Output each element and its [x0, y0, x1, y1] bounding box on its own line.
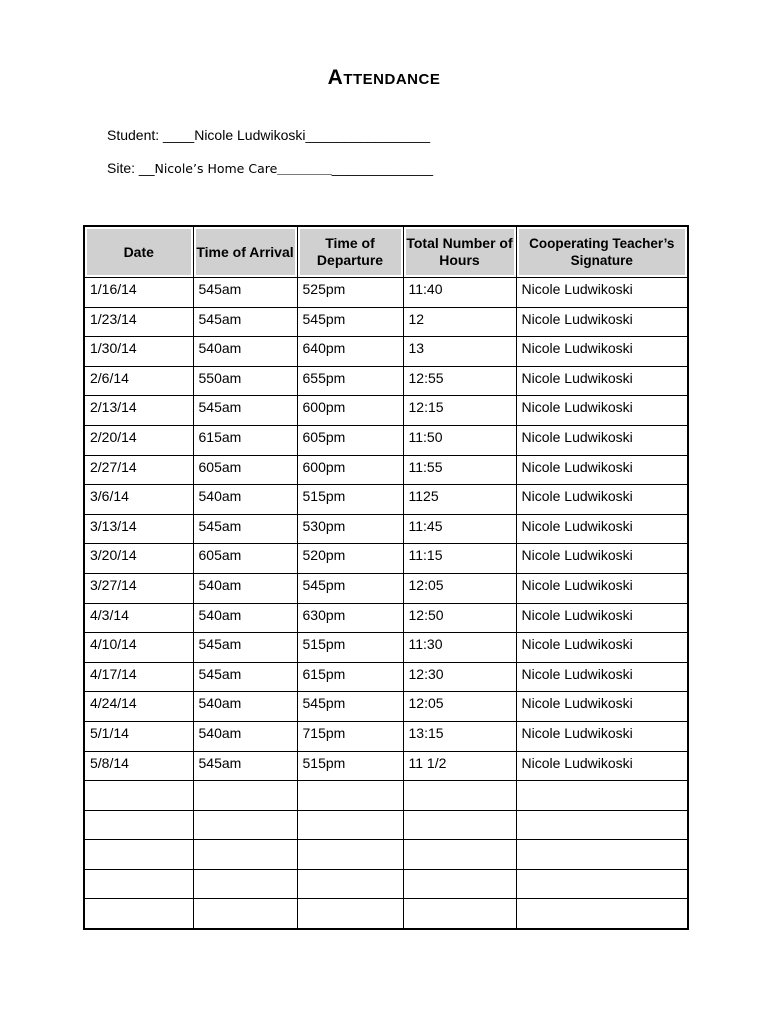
departure-cell: 525pm: [297, 278, 403, 308]
student-prefix: ____: [163, 127, 195, 143]
table-row: [84, 869, 688, 899]
signature-cell: Nicole Ludwikoski: [516, 307, 688, 337]
departure-cell: 530pm: [297, 514, 403, 544]
departure-cell: 605pm: [297, 425, 403, 455]
departure-cell: [297, 840, 403, 870]
date-cell: [84, 810, 193, 840]
departure-cell: [297, 899, 403, 929]
date-cell: 1/16/14: [84, 278, 193, 308]
arrival-cell: [193, 840, 297, 870]
departure-cell: 515pm: [297, 751, 403, 781]
arrival-cell: 615am: [193, 425, 297, 455]
table-row: [84, 721, 688, 751]
date-cell: 2/13/14: [84, 396, 193, 426]
hours-cell: 12:15: [403, 396, 516, 426]
date-cell: 4/24/14: [84, 692, 193, 722]
site-prefix: __: [138, 160, 155, 176]
hours-cell: 13:15: [403, 721, 516, 751]
table-row: [84, 455, 688, 485]
arrival-cell: 605am: [193, 544, 297, 574]
date-cell: 3/6/14: [84, 485, 193, 515]
date-cell: [84, 840, 193, 870]
date-cell: 3/27/14: [84, 573, 193, 603]
table-body: [84, 278, 688, 930]
signature-cell: Nicole Ludwikoski: [516, 455, 688, 485]
hours-cell: [403, 869, 516, 899]
date-cell: 2/20/14: [84, 425, 193, 455]
hours-cell: 12:05: [403, 573, 516, 603]
hours-cell: [403, 781, 516, 811]
signature-cell: Nicole Ludwikoski: [516, 396, 688, 426]
table-row: [84, 278, 688, 308]
arrival-cell: 545am: [193, 307, 297, 337]
site-name: Nicole’s Home Care: [154, 161, 278, 176]
table-row: [84, 514, 688, 544]
hours-cell: 1125: [403, 485, 516, 515]
header-date: Date: [84, 226, 193, 278]
hours-cell: [403, 840, 516, 870]
departure-cell: 515pm: [297, 485, 403, 515]
departure-cell: 545pm: [297, 573, 403, 603]
arrival-cell: 540am: [193, 337, 297, 367]
arrival-cell: 545am: [193, 633, 297, 663]
hours-cell: 11:40: [403, 278, 516, 308]
signature-cell: [516, 840, 688, 870]
table-row: [84, 573, 688, 603]
departure-cell: 655pm: [297, 366, 403, 396]
table-row: [84, 662, 688, 692]
departure-cell: 545pm: [297, 307, 403, 337]
arrival-cell: 545am: [193, 278, 297, 308]
hours-cell: 11:30: [403, 633, 516, 663]
signature-cell: Nicole Ludwikoski: [516, 425, 688, 455]
departure-cell: 630pm: [297, 603, 403, 633]
table-row: [84, 425, 688, 455]
title-rest: TTENDANCE: [343, 71, 441, 88]
date-cell: [84, 869, 193, 899]
header-hours: Total Number of Hours: [403, 226, 516, 278]
departure-cell: 640pm: [297, 337, 403, 367]
date-cell: 4/3/14: [84, 603, 193, 633]
table-row: [84, 485, 688, 515]
departure-cell: 515pm: [297, 633, 403, 663]
signature-cell: Nicole Ludwikoski: [516, 337, 688, 367]
signature-cell: Nicole Ludwikoski: [516, 751, 688, 781]
table-row: [84, 307, 688, 337]
signature-cell: Nicole Ludwikoski: [516, 633, 688, 663]
arrival-cell: 540am: [193, 692, 297, 722]
signature-cell: Nicole Ludwikoski: [516, 573, 688, 603]
departure-cell: [297, 810, 403, 840]
departure-cell: 600pm: [297, 455, 403, 485]
student-label: Student:: [107, 127, 164, 143]
date-cell: 5/1/14: [84, 721, 193, 751]
header-arrival: Time of Arrival: [193, 226, 297, 278]
date-cell: 3/13/14: [84, 514, 193, 544]
site-label: Site:: [107, 160, 139, 176]
attendance-table: [83, 225, 689, 930]
table-row: [84, 840, 688, 870]
table-row: [84, 544, 688, 574]
signature-cell: Nicole Ludwikoski: [516, 485, 688, 515]
date-cell: 2/27/14: [84, 455, 193, 485]
student-suffix: ________________: [305, 127, 431, 143]
signature-cell: [516, 869, 688, 899]
signature-cell: Nicole Ludwikoski: [516, 603, 688, 633]
date-cell: 2/6/14: [84, 366, 193, 396]
signature-cell: Nicole Ludwikoski: [516, 692, 688, 722]
student-field: [107, 127, 430, 143]
hours-cell: 11:15: [403, 544, 516, 574]
hours-cell: [403, 810, 516, 840]
header-signature: Cooperating Teacher’s Signature: [516, 226, 688, 278]
arrival-cell: 545am: [193, 396, 297, 426]
signature-cell: Nicole Ludwikoski: [516, 721, 688, 751]
departure-cell: [297, 869, 403, 899]
table-row: [84, 692, 688, 722]
arrival-cell: 550am: [193, 366, 297, 396]
date-cell: 4/17/14: [84, 662, 193, 692]
site-suffix-bold: _______: [277, 160, 332, 176]
arrival-cell: [193, 810, 297, 840]
table-row: [84, 633, 688, 663]
arrival-cell: 540am: [193, 573, 297, 603]
student-name: Nicole Ludwikoski: [194, 127, 306, 143]
hours-cell: 11:45: [403, 514, 516, 544]
signature-cell: Nicole Ludwikoski: [516, 366, 688, 396]
table-row: [84, 603, 688, 633]
table-row: [84, 366, 688, 396]
date-cell: 1/23/14: [84, 307, 193, 337]
signature-cell: Nicole Ludwikoski: [516, 514, 688, 544]
table-row: [84, 899, 688, 929]
arrival-cell: [193, 869, 297, 899]
page-title: [0, 66, 768, 90]
signature-cell: Nicole Ludwikoski: [516, 662, 688, 692]
site-field: [107, 160, 433, 176]
table-row: [84, 751, 688, 781]
date-cell: 1/30/14: [84, 337, 193, 367]
arrival-cell: 540am: [193, 721, 297, 751]
date-cell: 5/8/14: [84, 751, 193, 781]
title-initial: A: [327, 66, 344, 89]
table-row: [84, 810, 688, 840]
hours-cell: 12: [403, 307, 516, 337]
header-departure: Time of Departure: [297, 226, 403, 278]
hours-cell: 11:50: [403, 425, 516, 455]
departure-cell: 715pm: [297, 721, 403, 751]
hours-cell: 11 1/2: [403, 751, 516, 781]
arrival-cell: 545am: [193, 514, 297, 544]
hours-cell: 12:05: [403, 692, 516, 722]
signature-cell: [516, 781, 688, 811]
arrival-cell: 540am: [193, 603, 297, 633]
signature-cell: Nicole Ludwikoski: [516, 278, 688, 308]
departure-cell: 520pm: [297, 544, 403, 574]
departure-cell: [297, 781, 403, 811]
departure-cell: 600pm: [297, 396, 403, 426]
signature-cell: [516, 810, 688, 840]
site-suffix: _____________: [331, 160, 434, 176]
date-cell: [84, 781, 193, 811]
signature-cell: [516, 899, 688, 929]
arrival-cell: 545am: [193, 751, 297, 781]
arrival-cell: [193, 899, 297, 929]
hours-cell: 13: [403, 337, 516, 367]
arrival-cell: 545am: [193, 662, 297, 692]
arrival-cell: 540am: [193, 485, 297, 515]
date-cell: 4/10/14: [84, 633, 193, 663]
date-cell: [84, 899, 193, 929]
hours-cell: 12:30: [403, 662, 516, 692]
hours-cell: 12:55: [403, 366, 516, 396]
hours-cell: [403, 899, 516, 929]
signature-cell: Nicole Ludwikoski: [516, 544, 688, 574]
hours-cell: 11:55: [403, 455, 516, 485]
departure-cell: 545pm: [297, 692, 403, 722]
hours-cell: 12:50: [403, 603, 516, 633]
table-row: [84, 396, 688, 426]
table-row: [84, 781, 688, 811]
header-row: [84, 226, 688, 278]
arrival-cell: [193, 781, 297, 811]
table-row: [84, 337, 688, 367]
departure-cell: 615pm: [297, 662, 403, 692]
date-cell: 3/20/14: [84, 544, 193, 574]
arrival-cell: 605am: [193, 455, 297, 485]
